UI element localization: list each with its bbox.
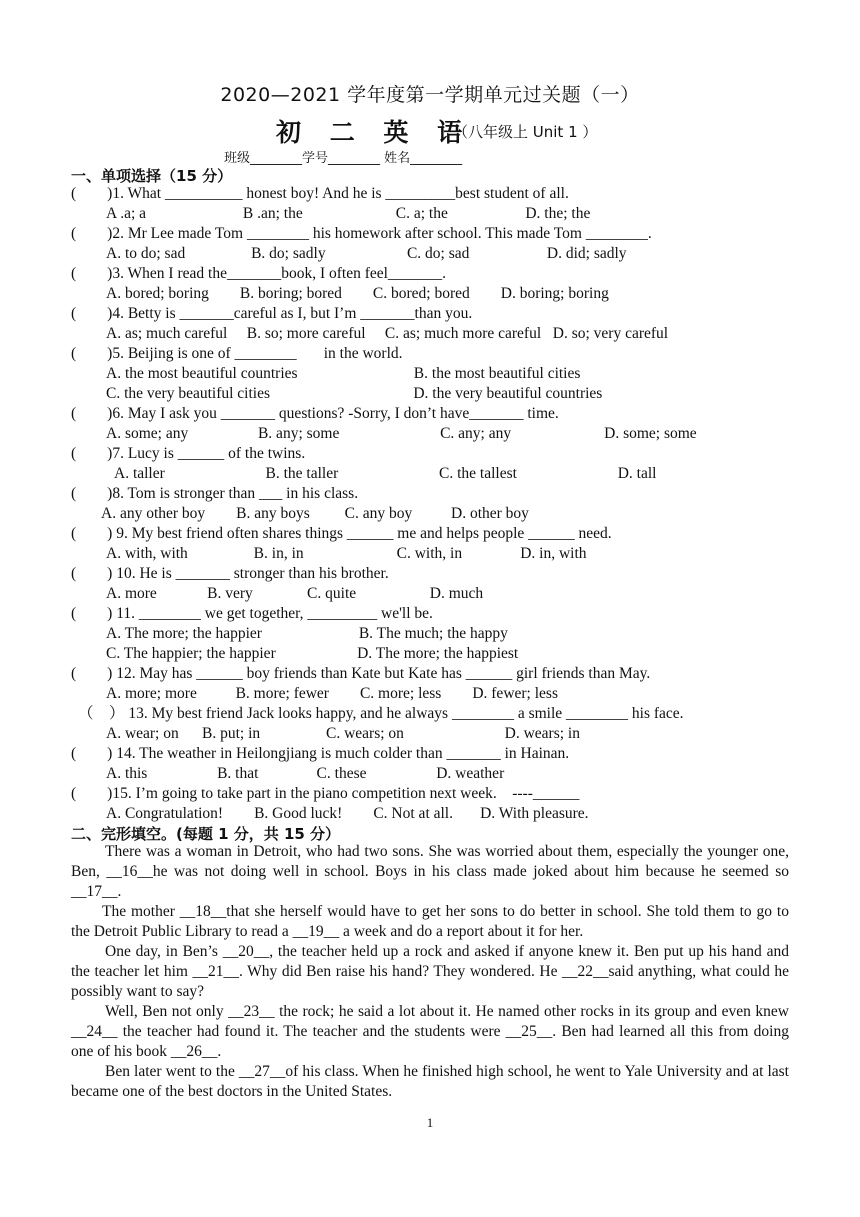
subject-title: 初 二 英 语 (276, 118, 473, 147)
question-4: ( )4. Betty is _______careful as I, but I’m _______than you. (71, 305, 473, 322)
section-1-heading: 一、单项选择（15 分） (71, 167, 233, 185)
options-4: A. as; much careful B. so; more careful C. as; much more careful D. so; very careful (106, 325, 669, 342)
options-13: A. wear; on B. put; in C. wears; on D. wears; in (106, 725, 580, 742)
question-14: ( ) 14. The weather in Heilongjiang is much colder than _______ in Hainan. (71, 745, 570, 762)
options-15: A. Congratulation! B. Good luck! C. Not at all. D. With pleasure. (106, 805, 589, 822)
options-9: A. with, with B. in, in C. with, in D. in, with (106, 545, 587, 562)
options-5a: A. the most beautiful countries B. the most beautiful cities (106, 365, 581, 382)
question-5: ( )5. Beijing is one of ________ in the world. (71, 345, 403, 362)
options-14: A. this B. that C. these D. weather (106, 765, 505, 782)
options-12: A. more; more B. more; fewer C. more; less D. fewer; less (106, 685, 558, 702)
cloze-paragraph-1: There was a woman in Detroit, who had two sons. She was worried about them, especially the younger one, Ben, __16__he was not doing well in school. Boys in his class made joked about him because he seemed so __17__. (71, 843, 789, 900)
question-7: ( )7. Lucy is ______ of the twins. (71, 445, 306, 462)
cloze-paragraph-5: Ben later went to the __27__of his class. When he finished high school, he went to Yale University and at last became one of the best doctors in the United States. (71, 1063, 789, 1100)
grade-label: （八年级上 Unit 1 ） (453, 123, 598, 141)
question-1: ( )1. What __________ honest boy! And he is _________best student of all. (71, 185, 569, 202)
options-5b: C. the very beautiful cities D. the very beautiful countries (106, 385, 603, 402)
question-10: ( ) 10. He is _______ stronger than his brother. (71, 565, 389, 582)
exam-title: 2020—2021 学年度第一学期单元过关题（一） (220, 84, 640, 106)
question-9: ( ) 9. My best friend often shares things ______ me and helps people ______ need. (71, 525, 612, 542)
question-3: ( )3. When I read the_______book, I often feel_______. (71, 265, 447, 282)
options-6: A. some; any B. any; some C. any; any D. some; some (106, 425, 697, 442)
options-10: A. more B. very C. quite D. much (106, 585, 484, 602)
cloze-paragraph-4: Well, Ben not only __23__ the rock; he said a lot about it. He named other rocks in its group and even knew __24__ the teacher had found it. The teacher and the students were __25__. Ben had learned all this from doing one of his book __26__. (71, 1003, 789, 1060)
question-11: ( ) 11. ________ we get together, _________ we'll be. (71, 605, 433, 622)
options-11b: C. The happier; the happier D. The more; the happiest (106, 645, 519, 662)
section-2-heading: 二、完形填空。(每题 1 分，共 15 分） (71, 825, 341, 843)
options-1: A .a; a B .an; the C. a; the D. the; the (106, 205, 591, 222)
question-12: ( ) 12. May has ______ boy friends than Kate but Kate has ______ girl friends than May. (71, 665, 651, 682)
cloze-paragraph-2: The mother __18__that she herself would have to get her sons to do better in school. She told them to go to the Detroit Public Library to read a __19__ a week and do a report about it for her. (71, 903, 789, 940)
question-8: ( )8. Tom is stronger than ___ in his class. (71, 485, 359, 502)
options-7: A. taller B. the taller C. the tallest D. tall (114, 465, 657, 482)
options-3: A. bored; boring B. boring; bored C. bored; bored D. boring; boring (106, 285, 609, 302)
page-number: 1 (426, 1115, 434, 1130)
question-6: ( )6. May I ask you _______ questions? -Sorry, I don’t have_______ time. (71, 405, 559, 422)
options-8: A. any other boy B. any boys C. any boy D. other boy (101, 505, 529, 522)
options-11a: A. The more; the happier B. The much; the happy (106, 625, 508, 642)
question-13: （ ） 13. My best friend Jack looks happy, and he always ________ a smile ________ his face. (78, 705, 684, 722)
question-2: ( )2. Mr Lee made Tom ________ his homework after school. This made Tom ________. (71, 225, 652, 242)
cloze-paragraph-3: One day, in Ben’s __20__, the teacher held up a rock and asked if anyone knew it. Ben put up his hand and the teacher let him __21__. Why did Ben raise his hand? They wondered. He __22__said anything, what could he possibly want to say? (71, 943, 789, 1000)
student-info-fields: 班级________学号________ 姓名________ (224, 151, 463, 166)
question-15: ( )15. I’m going to take part in the piano competition next week. ----______ (71, 785, 580, 802)
options-2: A. to do; sad B. do; sadly C. do; sad D. did; sadly (106, 245, 627, 262)
